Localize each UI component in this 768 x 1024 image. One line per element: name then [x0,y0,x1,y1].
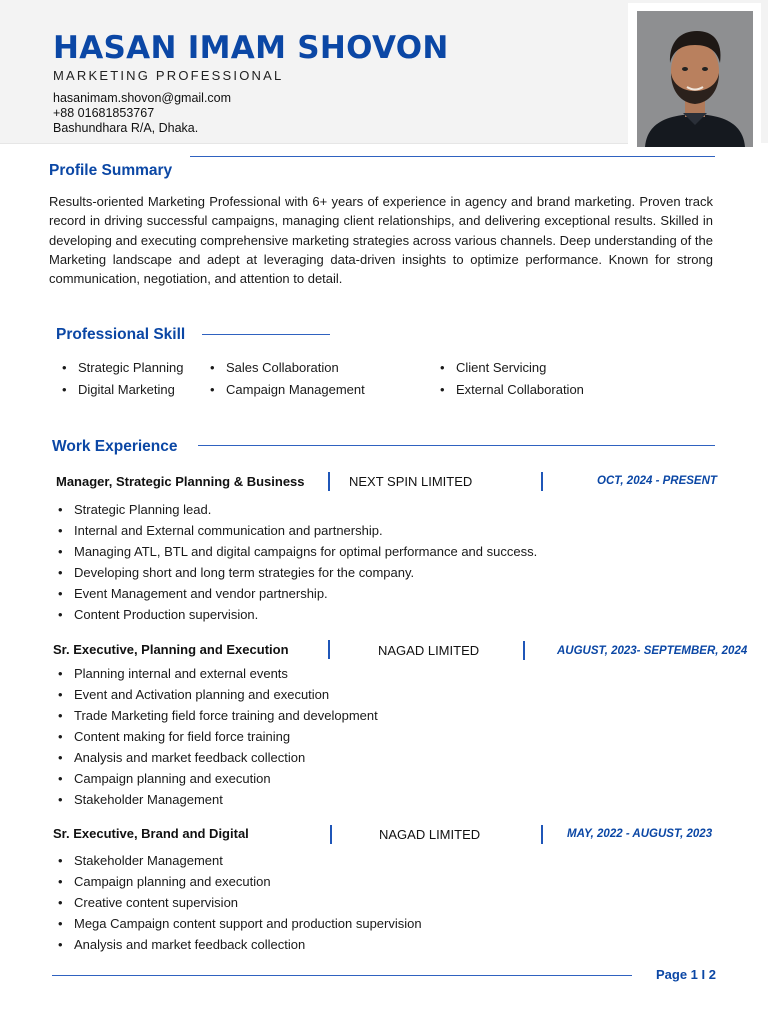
list-item: • Campaign planning and execution [58,771,378,792]
list-item: • Internal and External communication and partnership. [58,523,537,544]
list-item: • Stakeholder Management [58,792,378,813]
footer-rule [52,975,632,976]
list-item: • Analysis and market feedback collection [58,937,422,958]
list-item: • Developing short and long term strategies for the company. [58,565,537,586]
job-dates: OCT, 2024 - PRESENT [597,475,717,487]
person-portrait-icon [637,11,753,147]
candidate-name: HASAN IMAM SHOVON [53,30,449,66]
list-item: • Stakeholder Management [58,853,422,874]
job-title: Sr. Executive, Brand and Digital [53,826,249,841]
header-bottom-edge [0,143,628,144]
skills-column-3 [440,360,584,404]
profile-summary-rule [190,156,715,157]
job-dates: MAY, 2022 - AUGUST, 2023 [567,828,713,840]
work-experience-title: Work Experience [52,438,178,455]
list-item: • Strategic Planning lead. [58,502,537,523]
page-number: Page 1 I 2 [656,967,716,982]
skills-column-1 [62,360,184,404]
list-item: • Event and Activation planning and execution [58,687,378,708]
job-title: Manager, Strategic Planning & Business [56,474,305,489]
job-separator [328,472,330,491]
list-item: • Managing ATL, BTL and digital campaigns for optimal performance and success. [58,544,537,565]
job-separator [541,472,543,491]
work-experience-rule [198,445,715,446]
list-item: • Content making for field force training [58,729,378,750]
list-item: • Content Production supervision. [58,607,537,628]
contact-phone: +88 01681853767 [53,106,155,120]
job-dates: AUGUST, 2023- SEPTEMBER, 2024 [557,645,748,657]
skill-item: • Strategic Planning [62,360,184,382]
skill-item: • Sales Collaboration [210,360,365,382]
list-item: • Creative content supervision [58,895,422,916]
job-responsibilities [58,502,537,628]
skill-item: • External Collaboration [440,382,584,404]
profile-photo-frame [628,3,761,153]
job-separator [541,825,543,844]
list-item: • Analysis and market feedback collection [58,750,378,771]
list-item: • Campaign planning and execution [58,874,422,895]
job-separator [328,640,330,659]
list-item: • Event Management and vendor partnership. [58,586,537,607]
list-item: • Mega Campaign content support and production supervision [58,916,422,937]
profile-photo [637,11,753,147]
job-title: Sr. Executive, Planning and Execution [53,642,289,657]
job-company: NAGAD LIMITED [378,643,480,658]
list-item: • Planning internal and external events [58,666,378,687]
job-separator [523,641,525,660]
profile-summary-text: Results-oriented Marketing Professional with 6+ years of experience in agency and brand marketing. Proven track record in driving successful campaigns, managing client relationships, and delivering exceptional results. Skilled in developing and executing comprehensive marketing strategies across various channels. Deep understanding of the Marketing landscape and adept at leveraging data-driven insights to optimize performance. Known for strong communication, negotiation, and attention to detail. [49,194,713,287]
professional-skill-rule [202,334,330,335]
contact-address: Bashundhara R/A, Dhaka. [53,121,199,135]
skill-item: • Campaign Management [210,382,365,404]
job-responsibilities [58,666,378,813]
skills-column-2 [210,360,365,404]
job-company: NEXT SPIN LIMITED [349,474,473,489]
job-company: NAGAD LIMITED [379,827,481,842]
list-item: • Trade Marketing field force training and development [58,708,378,729]
profile-summary-title: Profile Summary [49,162,173,179]
skill-item: • Client Servicing [440,360,584,382]
candidate-role: MARKETING PROFESSIONAL [53,68,284,83]
skill-item: • Digital Marketing [62,382,184,404]
job-separator [330,825,332,844]
job-responsibilities [58,853,422,958]
contact-email[interactable]: hasanimam.shovon@gmail.com [53,91,232,105]
professional-skill-title: Professional Skill [56,326,186,343]
